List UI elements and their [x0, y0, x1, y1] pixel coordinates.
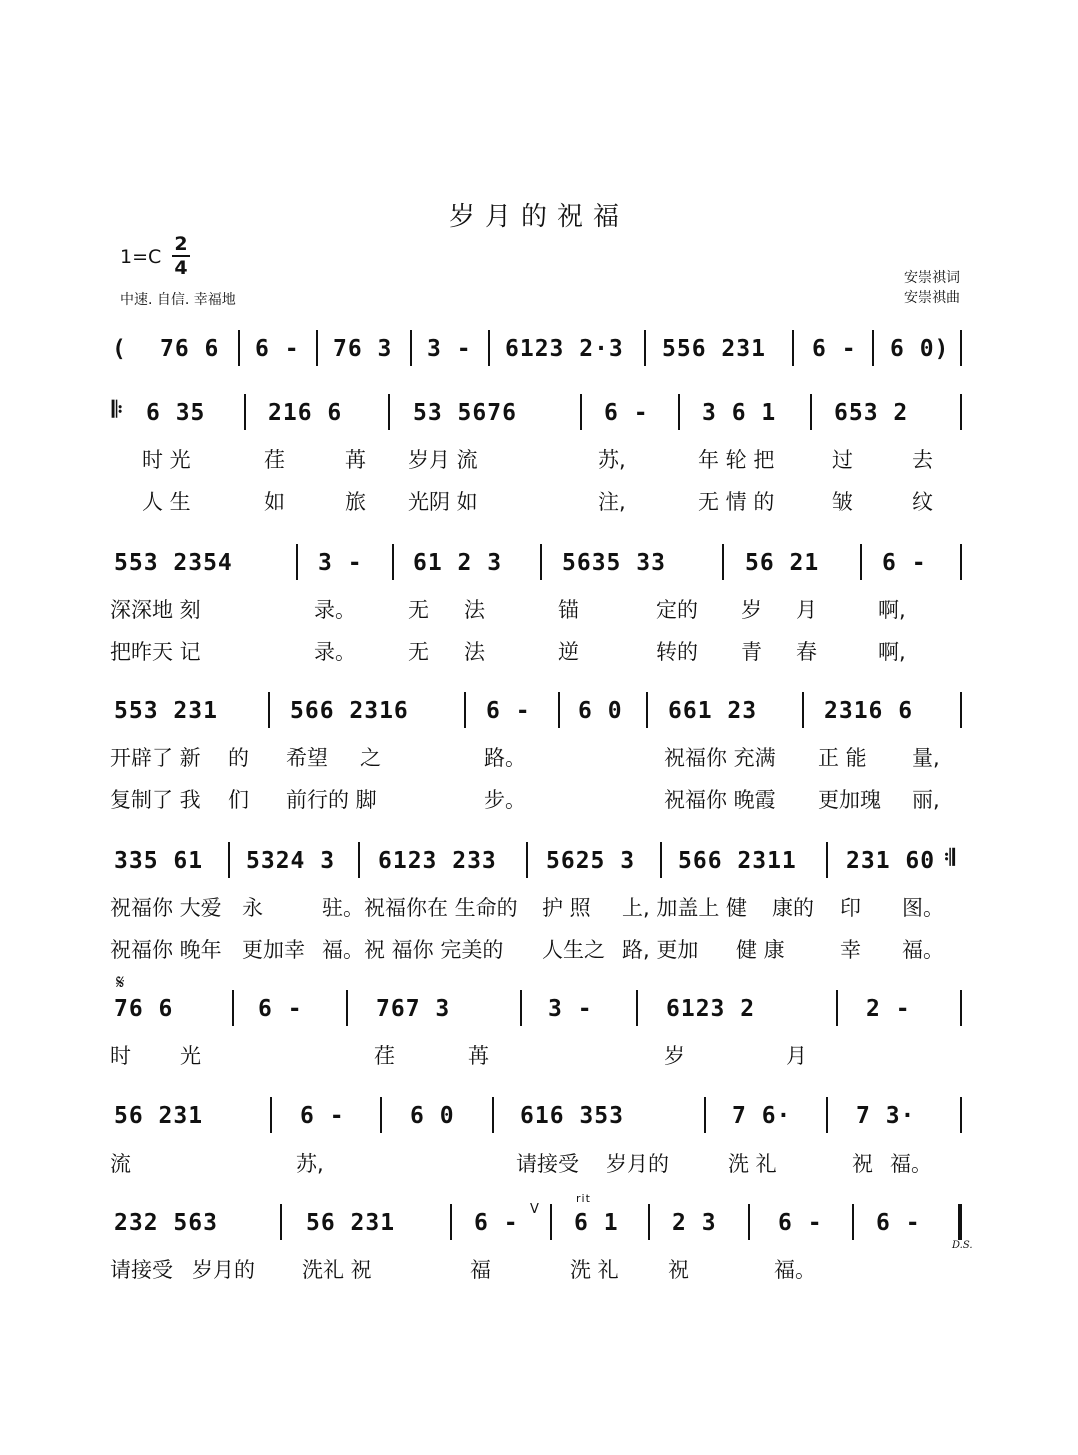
barline: [648, 1204, 650, 1240]
barline: [960, 394, 962, 430]
lyric: 注,: [598, 490, 626, 514]
lyric: 图。: [902, 896, 944, 920]
barline: [410, 330, 412, 366]
score-line-1: [0, 336, 1078, 376]
note-group: 216 6: [268, 400, 343, 426]
barline: [392, 544, 394, 580]
barline: [826, 842, 828, 878]
note-group: 76 6: [160, 336, 220, 362]
barline: [270, 1097, 272, 1133]
lyric: 量,: [912, 746, 940, 770]
note-group: 767 3: [376, 996, 451, 1022]
lyric: 苏,: [598, 448, 626, 472]
lyric: 苒: [345, 448, 366, 472]
lyric: 荏: [374, 1044, 395, 1068]
barline: [960, 330, 962, 366]
lyric: 人 生: [142, 490, 191, 514]
lyric: 护 照: [542, 896, 591, 920]
repeat-end-sign: 𝄇: [944, 846, 955, 871]
note-group: 76 3: [333, 336, 393, 362]
barline: [836, 990, 838, 1026]
note-group: (: [112, 336, 127, 362]
barline: [558, 692, 560, 728]
score-line-5: [0, 848, 1078, 888]
lyric: 岁月的: [192, 1258, 255, 1282]
lyric: 深深地 刻: [110, 598, 201, 622]
lyric: 纹: [912, 490, 933, 514]
note-group: 6123 2·3: [505, 336, 624, 362]
note-group: 6123 233: [378, 848, 497, 874]
lyric: 福。: [902, 938, 944, 962]
barline: [388, 394, 390, 430]
note-group: 2316 6: [824, 698, 914, 724]
note-group: 76 6: [114, 996, 174, 1022]
lyric: 祝福你 充满: [664, 746, 776, 770]
lyric-line-3-verse-2: [0, 636, 1078, 666]
song-title: 岁月的祝福: [448, 202, 629, 232]
lyric: 春: [796, 640, 817, 664]
barline: [678, 394, 680, 430]
lyric: 福: [470, 1258, 491, 1282]
note-group: 61 2 3: [413, 550, 503, 576]
lyric: 洗 礼: [570, 1258, 619, 1282]
rit-marking: rit: [576, 1192, 591, 1205]
repeat-start-sign: 𝄆: [112, 398, 123, 423]
barline: [232, 990, 234, 1026]
credits: [904, 268, 960, 308]
ds-marking: D.S.: [952, 1240, 973, 1251]
barline: [826, 1097, 828, 1133]
lyric: 月: [796, 598, 817, 622]
lyric: 的: [228, 746, 249, 770]
note-group: 6 -: [876, 1210, 921, 1236]
lyric: 荏: [264, 448, 285, 472]
barline: [346, 990, 348, 1026]
barline: [860, 544, 862, 580]
lyric: 印: [840, 896, 861, 920]
lyric: 上, 加盖上 健: [622, 896, 748, 920]
time-signature: [170, 233, 192, 279]
lyric: 时 光: [142, 448, 191, 472]
score-line-6: [0, 996, 1078, 1036]
note-group: 566 2311: [678, 848, 797, 874]
note-group: 653 2: [834, 400, 909, 426]
lyric-line-5-verse-2: [0, 934, 1078, 964]
note-group: 3 -: [427, 336, 472, 362]
lyric: 祝福你 晚年: [110, 938, 222, 962]
note-group: 566 2316: [290, 698, 409, 724]
lyric: 逆: [558, 640, 579, 664]
lyric: 啊,: [878, 598, 906, 622]
barline: [280, 1204, 282, 1240]
lyric: 请接受: [110, 1258, 173, 1282]
lyric: 祝福你 大爱: [110, 896, 222, 920]
note-group: 6 -: [258, 996, 303, 1022]
lyric: 转的: [656, 640, 698, 664]
lyric: 去: [912, 448, 933, 472]
note-group: 3 6 1: [702, 400, 777, 426]
lyric: 洗 礼: [728, 1152, 777, 1176]
lyric: 年 轮 把: [698, 448, 775, 472]
score-line-8: [0, 1202, 1078, 1250]
barline: [748, 1204, 750, 1240]
barline: [358, 842, 360, 878]
score-line-7: [0, 1103, 1078, 1143]
barline: [228, 842, 230, 878]
lyric: 时: [110, 1044, 131, 1068]
barline: [704, 1097, 706, 1133]
barline: [268, 692, 270, 728]
score-line-3: [0, 550, 1078, 590]
barline: [960, 990, 962, 1026]
lyric: 希望: [286, 746, 328, 770]
note-group: 6 -: [486, 698, 531, 724]
lyric: 开辟了 新: [110, 746, 201, 770]
note-group: 232 563: [114, 1210, 218, 1236]
note-group: 553 2354: [114, 550, 233, 576]
lyric: 月: [786, 1044, 807, 1068]
barline: [380, 1097, 382, 1133]
lyric: 皱: [832, 490, 853, 514]
lyric: 复制了 我: [110, 788, 201, 812]
lyric: 路, 更加: [622, 938, 699, 962]
note-group: 6 -: [778, 1210, 823, 1236]
lyric: 苒: [468, 1044, 489, 1068]
lyric-line-8: [0, 1254, 1078, 1284]
lyricist-credit: 安崇祺词: [904, 270, 960, 286]
barline: [296, 544, 298, 580]
lyric: 福。: [774, 1258, 816, 1282]
lyric: 岁: [741, 598, 762, 622]
lyric: 祝: [668, 1258, 689, 1282]
note-group: 661 23: [668, 698, 758, 724]
note-group: 53 5676: [413, 400, 517, 426]
lyric: 苏,: [296, 1152, 324, 1176]
lyric: 前行的 脚: [286, 788, 377, 812]
lyric: 永: [242, 896, 263, 920]
time-signature-bottom: 4: [174, 257, 188, 279]
note-group: 6 0): [890, 336, 950, 362]
lyric: 法: [464, 640, 485, 664]
barline: [960, 692, 962, 728]
tempo-marking: 中速. 自信. 幸福地: [120, 292, 236, 308]
lyric: 福。: [890, 1152, 932, 1176]
note-group: 56 21: [745, 550, 820, 576]
note-group: 5625 3: [546, 848, 636, 874]
note-group: 56 231: [114, 1103, 204, 1129]
note-group: 56 231: [306, 1210, 396, 1236]
segno-sign: 𝄋: [116, 970, 125, 994]
key-signature: 1=C: [120, 246, 162, 268]
note-group: 3 -: [318, 550, 363, 576]
lyric: 锚: [558, 598, 579, 622]
note-group: 6 -: [300, 1103, 345, 1129]
lyric: 们: [228, 788, 249, 812]
lyric: 丽,: [912, 788, 940, 812]
lyric-line-5-verse-1: [0, 892, 1078, 922]
lyric: 更加瑰: [818, 788, 881, 812]
note-group: 6123 2: [666, 996, 756, 1022]
lyric: 岁: [664, 1044, 685, 1068]
barline: [660, 842, 662, 878]
lyric-line-7: [0, 1148, 1078, 1178]
breath-mark: V: [530, 1202, 539, 1217]
barline: [526, 842, 528, 878]
barline: [960, 544, 962, 580]
lyric: 祝福你 晚霞: [664, 788, 776, 812]
note-group: 3 -: [548, 996, 593, 1022]
note-group: 6 -: [604, 400, 649, 426]
final-barline: [958, 1204, 962, 1240]
time-signature-top: 2: [174, 233, 188, 255]
lyric: 路。: [484, 746, 526, 770]
lyric: 康的: [772, 896, 814, 920]
lyric: 无: [408, 640, 429, 664]
lyric: 录。: [314, 598, 356, 622]
barline: [238, 330, 240, 366]
note-group: 553 231: [114, 698, 218, 724]
barline: [520, 990, 522, 1026]
barline: [492, 1097, 494, 1133]
note-group: 7 6·: [732, 1103, 792, 1129]
lyric: 驻。祝福你在 生命的: [322, 896, 518, 920]
note-group: 2 -: [866, 996, 911, 1022]
barline: [464, 692, 466, 728]
lyric: 洗礼 祝: [302, 1258, 372, 1282]
note-group: 5324 3: [246, 848, 336, 874]
lyric: 法: [464, 598, 485, 622]
barline: [644, 330, 646, 366]
lyric: 无: [408, 598, 429, 622]
lyric: 无 情 的: [698, 490, 775, 514]
lyric: 如: [264, 490, 285, 514]
lyric-line-2-verse-2: [0, 486, 1078, 516]
lyric: 啊,: [878, 640, 906, 664]
note-group: 335 61: [114, 848, 204, 874]
barline: [244, 394, 246, 430]
note-group: 6 -: [255, 336, 300, 362]
lyric: 岁月 流: [408, 448, 478, 472]
lyric: 青: [741, 640, 762, 664]
note-group: 231 60: [846, 848, 936, 874]
lyric: 步。: [484, 788, 526, 812]
barline: [488, 330, 490, 366]
score-line-2: [0, 400, 1078, 440]
lyric: 更加幸: [242, 938, 305, 962]
lyric: 定的: [656, 598, 698, 622]
barline: [316, 330, 318, 366]
barline: [580, 394, 582, 430]
lyric: 幸: [840, 938, 861, 962]
lyric-line-2-verse-1: [0, 444, 1078, 474]
barline: [722, 544, 724, 580]
lyric: 祝: [852, 1152, 873, 1176]
score-line-4: [0, 698, 1078, 738]
note-group: 6 1: [574, 1210, 619, 1236]
note-group: 7 3·: [856, 1103, 916, 1129]
note-group: 6 -: [812, 336, 857, 362]
barline: [852, 1204, 854, 1240]
lyric: 请接受: [516, 1152, 579, 1176]
note-group: 6 0: [410, 1103, 455, 1129]
barline: [960, 1097, 962, 1133]
lyric: 录。: [314, 640, 356, 664]
lyric: 光阴 如: [408, 490, 478, 514]
lyric: 福。祝 福你 完美的: [322, 938, 504, 962]
note-group: 616 353: [520, 1103, 624, 1129]
lyric: 之: [360, 746, 381, 770]
lyric: 人生之: [542, 938, 605, 962]
barline: [810, 394, 812, 430]
barline: [872, 330, 874, 366]
note-group: 6 -: [882, 550, 927, 576]
lyric: 把昨天 记: [110, 640, 201, 664]
lyric: 岁月的: [606, 1152, 669, 1176]
note-group: 556 231: [662, 336, 766, 362]
note-group: 6 -: [474, 1210, 519, 1236]
barline: [792, 330, 794, 366]
barline: [450, 1204, 452, 1240]
lyric: 旅: [345, 490, 366, 514]
lyric: 过: [832, 448, 853, 472]
barline: [550, 1204, 552, 1240]
barline: [802, 692, 804, 728]
lyric-line-6: [0, 1040, 1078, 1070]
composer-credit: 安崇祺曲: [904, 290, 960, 306]
lyric-line-4-verse-1: [0, 742, 1078, 772]
note-group: 5635 33: [562, 550, 666, 576]
note-group: 2 3: [672, 1210, 717, 1236]
lyric: 健 康: [736, 938, 785, 962]
lyric-line-3-verse-1: [0, 594, 1078, 624]
note-group: 6 35: [146, 400, 206, 426]
barline: [646, 692, 648, 728]
lyric-line-4-verse-2: [0, 784, 1078, 814]
lyric: 正 能: [818, 746, 867, 770]
barline: [636, 990, 638, 1026]
note-group: 6 0: [578, 698, 623, 724]
lyric: 光: [180, 1044, 201, 1068]
barline: [540, 544, 542, 580]
lyric: 流: [110, 1152, 131, 1176]
